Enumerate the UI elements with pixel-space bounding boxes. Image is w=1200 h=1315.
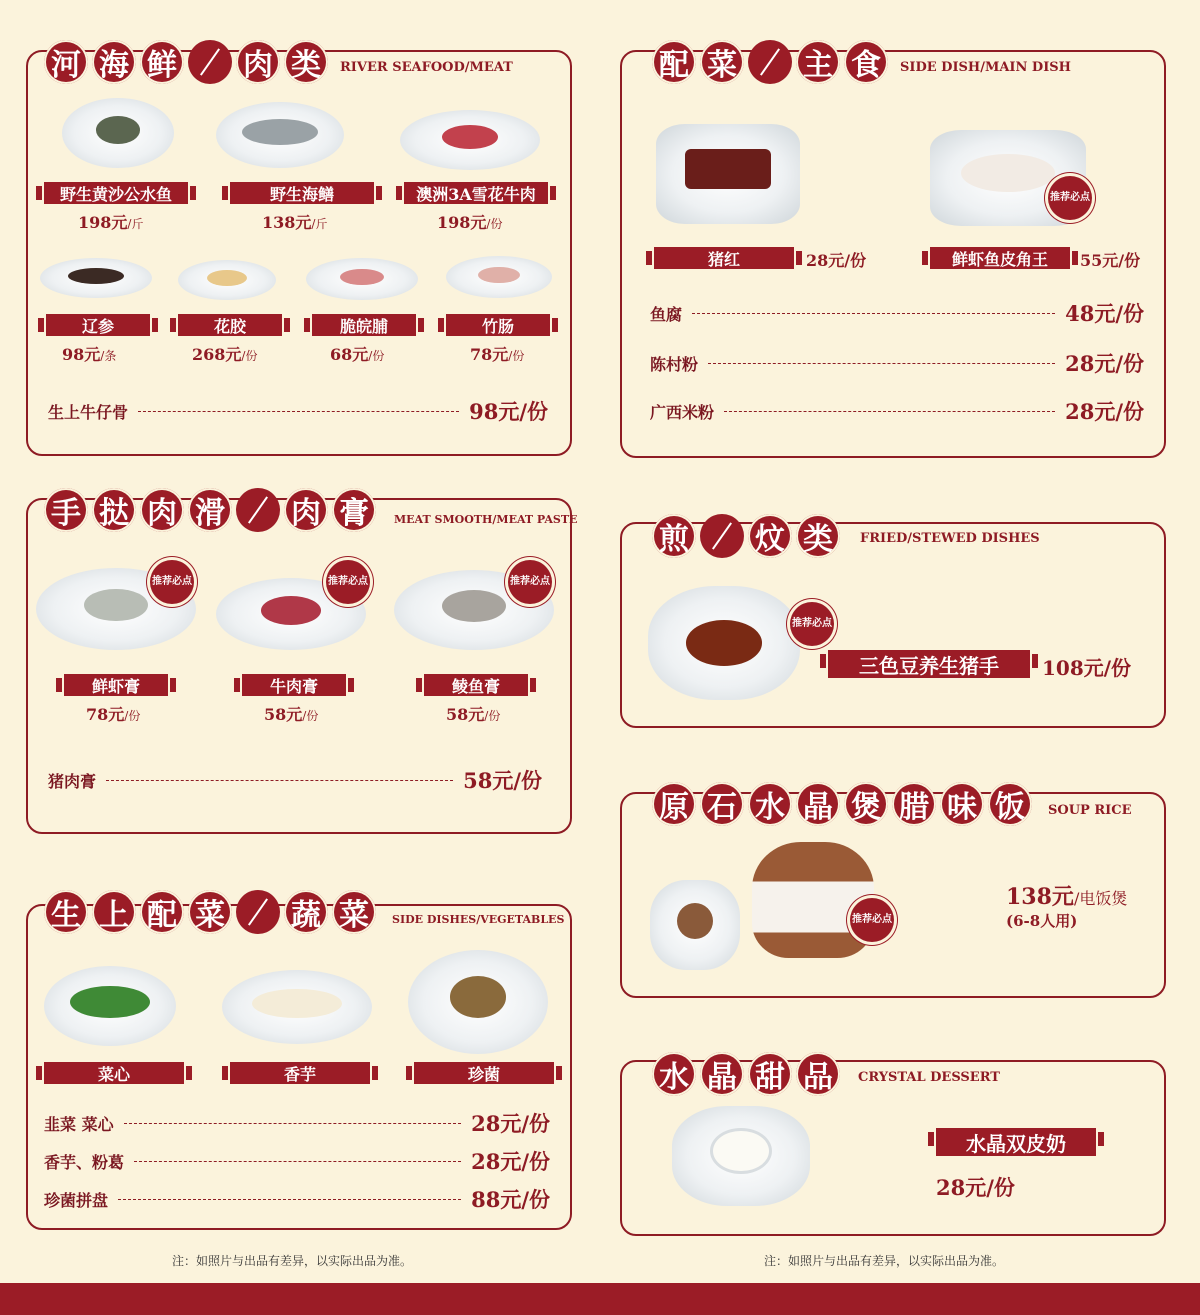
dish-image xyxy=(62,98,174,168)
dish-price: 98元/条 xyxy=(62,345,117,364)
leader-dots xyxy=(708,363,1055,364)
dish-label: 脆皖脯 xyxy=(312,314,416,336)
menu-row-name: 珍菌拼盘 xyxy=(44,1190,109,1210)
slash-icon xyxy=(236,488,280,532)
title-char: 水 xyxy=(748,782,792,826)
title-char: 鲜 xyxy=(140,40,184,84)
dish-label: 竹肠 xyxy=(446,314,550,336)
dish-price: 78元/份 xyxy=(470,345,525,364)
slash-icon xyxy=(700,514,744,558)
menu-row xyxy=(44,1108,550,1138)
dish-image xyxy=(656,124,800,224)
dish-label: 鲜虾膏 xyxy=(64,674,168,696)
title-char: 主 xyxy=(796,40,840,84)
menu-row xyxy=(44,1146,550,1176)
dish-image xyxy=(400,110,540,170)
side-subtitle: SIDE DISH/MAIN DISH xyxy=(900,60,1071,75)
dish-image xyxy=(650,880,740,970)
meatpaste-subtitle: MEAT SMOOTH/MEAT PASTE xyxy=(394,513,578,526)
recommend-badge: 推荐必点 xyxy=(150,560,194,604)
dish-label: 猪红 xyxy=(654,247,794,269)
dish-price: 138元/斤 xyxy=(262,213,328,232)
title-char: 河 xyxy=(44,40,88,84)
title-char: 菜 xyxy=(332,890,376,934)
menu-row-name: 韭菜 菜心 xyxy=(44,1114,114,1134)
title-char: 饭 xyxy=(988,782,1032,826)
seafood-title xyxy=(44,40,328,84)
title-char: 膏 xyxy=(332,488,376,532)
menu-row-price: 28元/份 xyxy=(1065,351,1144,376)
disclaimer-note: 注：如照片与出品有差异，以实际出品为准。 xyxy=(764,1254,1005,1268)
rice-cooker-icon xyxy=(752,842,874,958)
dish-price: 28元/份 xyxy=(936,1175,1015,1200)
menu-row-price: 28元/份 xyxy=(471,1111,550,1136)
leader-dots xyxy=(106,780,453,781)
leader-dots xyxy=(138,411,459,412)
title-char: 滑 xyxy=(188,488,232,532)
seafood-subtitle: RIVER SEAFOOD/MEAT xyxy=(340,60,513,75)
dish-price: 108元/份 xyxy=(1042,656,1132,680)
dish-image xyxy=(408,950,548,1054)
dish-label: 花胶 xyxy=(178,314,282,336)
rice-serves: (6-8人用) xyxy=(1006,912,1078,930)
fried-subtitle: FRIED/STEWED DISHES xyxy=(860,531,1040,546)
recommend-badge: 推荐必点 xyxy=(790,602,834,646)
title-char: 菜 xyxy=(188,890,232,934)
title-char: 配 xyxy=(652,40,696,84)
slash-icon xyxy=(748,40,792,84)
dish-image xyxy=(672,1106,810,1206)
title-char: 肉 xyxy=(140,488,184,532)
title-char: 食 xyxy=(844,40,888,84)
title-char: 生 xyxy=(44,890,88,934)
title-char: 上 xyxy=(92,890,136,934)
title-char: 晶 xyxy=(796,782,840,826)
recommend-badge: 推荐必点 xyxy=(1048,176,1092,220)
dish-label: 三色豆养生猪手 xyxy=(828,650,1030,678)
menu-row-name: 猪肉膏 xyxy=(48,771,97,791)
fried-title xyxy=(652,514,840,558)
dish-label: 野生海鳝 xyxy=(230,182,374,204)
dish-price: 268元/份 xyxy=(192,345,258,364)
title-char: 肉 xyxy=(284,488,328,532)
menu-row xyxy=(48,765,542,795)
recommend-badge: 推荐必点 xyxy=(326,560,370,604)
leader-dots xyxy=(124,1123,462,1124)
rice-subtitle: SOUP RICE xyxy=(1048,803,1132,818)
menu-row xyxy=(650,298,1144,328)
slash-icon xyxy=(188,40,232,84)
dish-image xyxy=(40,258,152,298)
dish-image xyxy=(222,970,372,1044)
menu-row-price: 58元/份 xyxy=(463,768,542,793)
title-char: 肉 xyxy=(236,40,280,84)
slash-icon xyxy=(236,890,280,934)
leader-dots xyxy=(724,411,1055,412)
dish-label: 澳洲3A雪花牛肉 xyxy=(404,182,548,204)
title-char: 类 xyxy=(796,514,840,558)
menu-row-price: 28元/份 xyxy=(471,1149,550,1174)
dish-price: 58元/份 xyxy=(446,705,501,724)
dish-price: 198元/份 xyxy=(437,213,503,232)
menu-row-name: 鱼腐 xyxy=(650,304,683,324)
meatpaste-title xyxy=(44,488,376,532)
dish-price: 78元/份 xyxy=(86,705,141,724)
menu-row-name: 生上牛仔骨 xyxy=(48,402,129,422)
recommend-badge: 推荐必点 xyxy=(850,898,894,942)
title-char: 原 xyxy=(652,782,696,826)
dish-label: 鲮鱼膏 xyxy=(424,674,528,696)
dish-label: 鲜虾鱼皮角王 xyxy=(930,247,1070,269)
title-char: 蔬 xyxy=(284,890,328,934)
dish-label: 珍菌 xyxy=(414,1062,554,1084)
title-char: 手 xyxy=(44,488,88,532)
dish-price: 58元/份 xyxy=(264,705,319,724)
title-char: 腊 xyxy=(892,782,936,826)
title-char: 甜 xyxy=(748,1052,792,1096)
title-char: 水 xyxy=(652,1052,696,1096)
menu-row xyxy=(44,1184,550,1214)
footer-bar xyxy=(0,1283,1200,1315)
rice-price: 138元/电饭煲 xyxy=(1006,884,1128,910)
title-char: 煲 xyxy=(844,782,888,826)
side-title xyxy=(652,40,888,84)
dish-price: 198元/斤 xyxy=(78,213,144,232)
menu-row xyxy=(48,396,548,426)
menu-row-price: 48元/份 xyxy=(1065,301,1144,326)
dish-price: 28元/份 xyxy=(806,251,867,270)
dish-label: 香芋 xyxy=(230,1062,370,1084)
title-char: 品 xyxy=(796,1052,840,1096)
recommend-badge: 推荐必点 xyxy=(508,560,552,604)
veg-subtitle: SIDE DISHES/VEGETABLES xyxy=(392,913,565,926)
leader-dots xyxy=(118,1199,461,1200)
title-char: 类 xyxy=(284,40,328,84)
menu-row-name: 陈村粉 xyxy=(650,354,699,374)
dessert-subtitle: CRYSTAL DESSERT xyxy=(858,1070,1000,1085)
menu-row-price: 98元/份 xyxy=(469,399,548,424)
leader-dots xyxy=(134,1161,461,1162)
dish-label: 野生黄沙公水鱼 xyxy=(44,182,188,204)
title-char: 挞 xyxy=(92,488,136,532)
rice-title xyxy=(652,782,1032,826)
dish-label: 水晶双皮奶 xyxy=(936,1128,1096,1156)
menu-row-name: 广西米粉 xyxy=(650,402,715,422)
title-char: 味 xyxy=(940,782,984,826)
dessert-title xyxy=(652,1052,840,1096)
title-char: 海 xyxy=(92,40,136,84)
menu-row xyxy=(650,396,1144,426)
disclaimer-note: 注：如照片与出品有差异，以实际出品为准。 xyxy=(172,1254,413,1268)
title-char: 炆 xyxy=(748,514,792,558)
dish-price: 55元/份 xyxy=(1080,251,1141,270)
title-char: 煎 xyxy=(652,514,696,558)
title-char: 石 xyxy=(700,782,744,826)
title-char: 晶 xyxy=(700,1052,744,1096)
dish-label: 牛肉膏 xyxy=(242,674,346,696)
dish-label: 菜心 xyxy=(44,1062,184,1084)
title-char: 菜 xyxy=(700,40,744,84)
leader-dots xyxy=(692,313,1055,314)
dish-image xyxy=(44,966,176,1046)
dish-image xyxy=(446,256,552,298)
menu-row-price: 88元/份 xyxy=(471,1187,550,1212)
menu-row-price: 28元/份 xyxy=(1065,399,1144,424)
dish-label: 辽参 xyxy=(46,314,150,336)
dish-image xyxy=(306,258,418,300)
title-char: 配 xyxy=(140,890,184,934)
dish-price: 68元/份 xyxy=(330,345,385,364)
dish-image xyxy=(648,586,800,700)
dish-image xyxy=(178,260,276,300)
menu-row-name: 香芋、粉葛 xyxy=(44,1152,125,1172)
veg-title xyxy=(44,890,376,934)
dish-image xyxy=(216,102,344,168)
menu-row xyxy=(650,348,1144,378)
